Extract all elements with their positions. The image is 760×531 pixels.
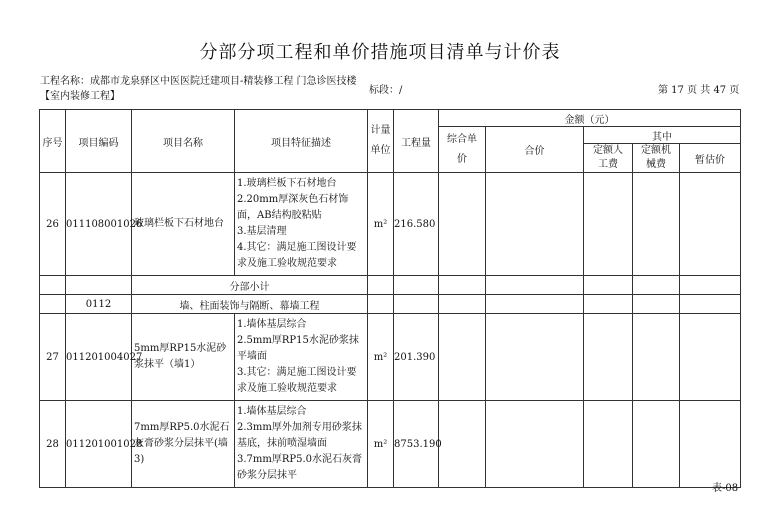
division-code: 0112 <box>66 295 132 314</box>
subtotal-row <box>40 276 741 295</box>
row-qty: 216.580 <box>394 173 439 276</box>
header-unit-price: 综合单价 <box>439 127 486 173</box>
row-code: 011201001028 <box>66 401 132 488</box>
row-desc <box>235 173 368 276</box>
header-seq: 序号 <box>40 110 66 173</box>
row-unit: m² <box>368 173 394 276</box>
row-name: 5mm厚RP15水泥砂浆抹平（墙1） <box>132 314 235 401</box>
table-row <box>40 401 741 488</box>
desc-line: 3.7mm厚RP5.0水泥石灰膏砂浆分层抹平 <box>237 454 363 481</box>
header-code: 项目编码 <box>66 110 132 173</box>
header-machine: 定额机械费 <box>633 144 680 173</box>
subtotal-label: 分部小计 <box>132 276 368 295</box>
row-desc <box>235 401 368 488</box>
row-code: 011201004027 <box>66 314 132 401</box>
page-title: 分部分项工程和单价措施项目清单与计价表 <box>199 42 561 63</box>
header-provisional: 暂估价 <box>680 144 741 173</box>
header-labor: 定额人工费 <box>584 144 633 173</box>
header-desc: 项目特征描述 <box>235 110 368 173</box>
row-seq: 27 <box>40 314 66 401</box>
bill-table <box>39 109 741 488</box>
desc-line: 3.基层清理 <box>237 226 287 237</box>
header-qty: 工程量 <box>394 110 439 173</box>
header-amount: 金额（元） <box>439 110 741 127</box>
desc-line: 3.其它：满足施工图设计要求及施工验收规范要求 <box>237 367 357 394</box>
page-count: 第 17 页 共 47 页 <box>658 85 740 96</box>
row-qty: 201.390 <box>394 314 439 401</box>
row-seq: 26 <box>40 173 66 276</box>
form-number: 表-08 <box>712 483 739 494</box>
row-name: 7mm厚RP5.0水泥石灰膏砂浆分层抹平(墙3) <box>132 401 235 488</box>
division-name: 墙、柱面装饰与隔断、幕墙工程 <box>132 295 368 314</box>
row-name: 玻璃栏板下石材地台 <box>132 173 235 276</box>
desc-line: 1.玻璃栏板下石材地台 <box>237 178 337 189</box>
row-unit: m² <box>368 314 394 401</box>
header-name: 项目名称 <box>132 110 235 173</box>
row-qty: 8753.190 <box>394 401 439 488</box>
desc-line: 1.墙体基层综合 <box>237 406 307 417</box>
row-code: 011108001026 <box>66 173 132 276</box>
header-of-which: 其中 <box>584 127 741 144</box>
row-desc <box>235 314 368 401</box>
desc-line: 2.5mm厚RP15水泥砂浆抹平墙面 <box>237 335 359 362</box>
header-total: 合价 <box>486 127 584 173</box>
desc-line: 2.20mm厚深灰色石材饰面，AB结构胶粘贴 <box>237 194 349 221</box>
project-name: 工程名称：成都市龙泉驿区中医医院迁建项目-精装修工程 门急诊医技楼 【室内装修工程】 <box>40 76 357 102</box>
desc-line: 1.墙体基层综合 <box>237 319 307 330</box>
row-seq: 28 <box>40 401 66 488</box>
desc-line: 4.其它：满足施工图设计要求及施工验收规范要求 <box>237 242 357 269</box>
header-unit: 计量单位 <box>368 110 394 173</box>
table-row <box>40 314 741 401</box>
section-label: 标段：/ <box>369 85 403 96</box>
row-unit: m² <box>368 401 394 488</box>
division-row <box>40 295 741 314</box>
table-row <box>40 173 741 276</box>
desc-line: 2.3mm厚外加剂专用砂浆抹基底，抹前喷湿墙面 <box>237 422 362 449</box>
